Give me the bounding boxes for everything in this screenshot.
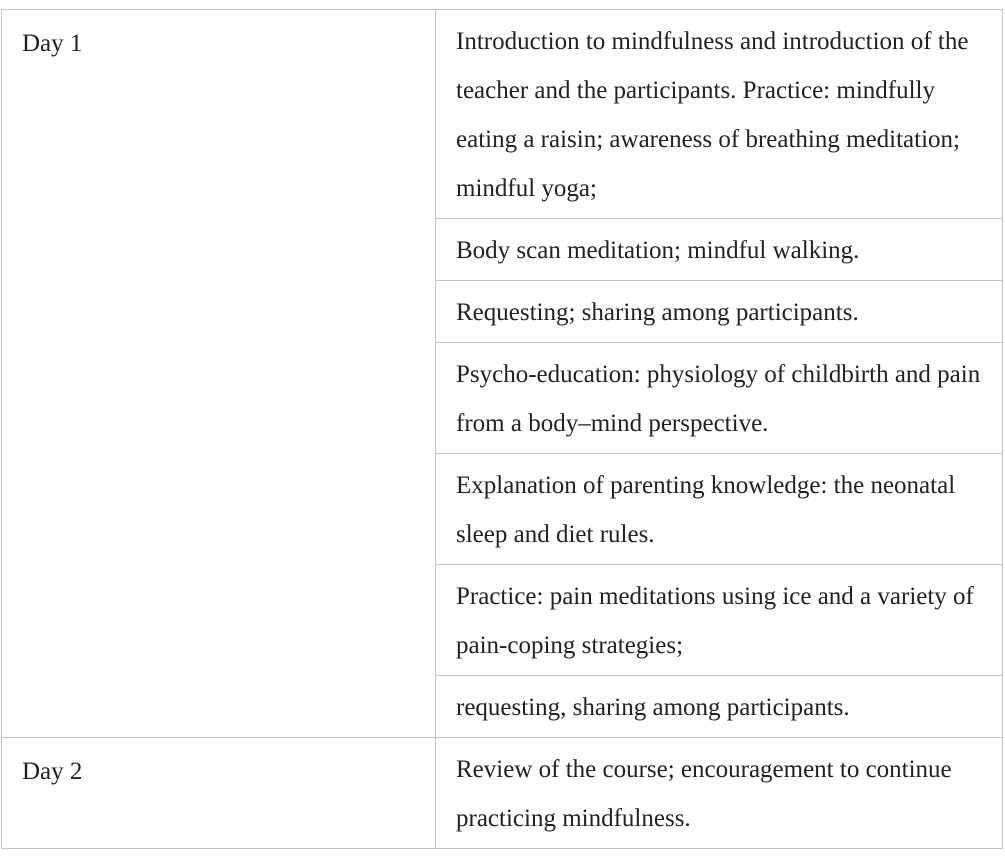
activity-cell (436, 454, 1003, 565)
activity-cell (436, 10, 1003, 219)
activity-text: Psycho-education: physiology of childbirth and pain from a body–mind perspective. (456, 361, 981, 437)
day-cell: Day 1 (2, 10, 436, 738)
activity-text: Introduction to mindfulness and introduction of the teacher and the participants. Practice: mindfully eating a raisin; awareness of breathing meditation; mindful yoga; (456, 28, 969, 202)
table-row (2, 10, 1003, 219)
activity-cell (436, 281, 1003, 343)
activity-text: Review of the course; encouragement to continue practicing mindfulness. (456, 756, 952, 832)
activity-cell (436, 219, 1003, 281)
activity-text: Explanation of parenting knowledge: the neonatal sleep and diet rules. (456, 472, 956, 548)
activity-cell (436, 738, 1003, 849)
schedule-table (1, 9, 1003, 849)
activity-cell (436, 343, 1003, 454)
activity-cell (436, 565, 1003, 676)
activity-text: Practice: pain meditations using ice and a variety of pain-coping strategies; (456, 583, 974, 659)
table-row (2, 738, 1003, 849)
activity-text: requesting, sharing among participants. (456, 694, 850, 721)
activity-cell (436, 676, 1003, 738)
activity-text: Requesting; sharing among participants. (456, 299, 859, 326)
activity-text: Body scan meditation; mindful walking. (456, 237, 860, 264)
day-cell: Day 2 (2, 738, 436, 849)
